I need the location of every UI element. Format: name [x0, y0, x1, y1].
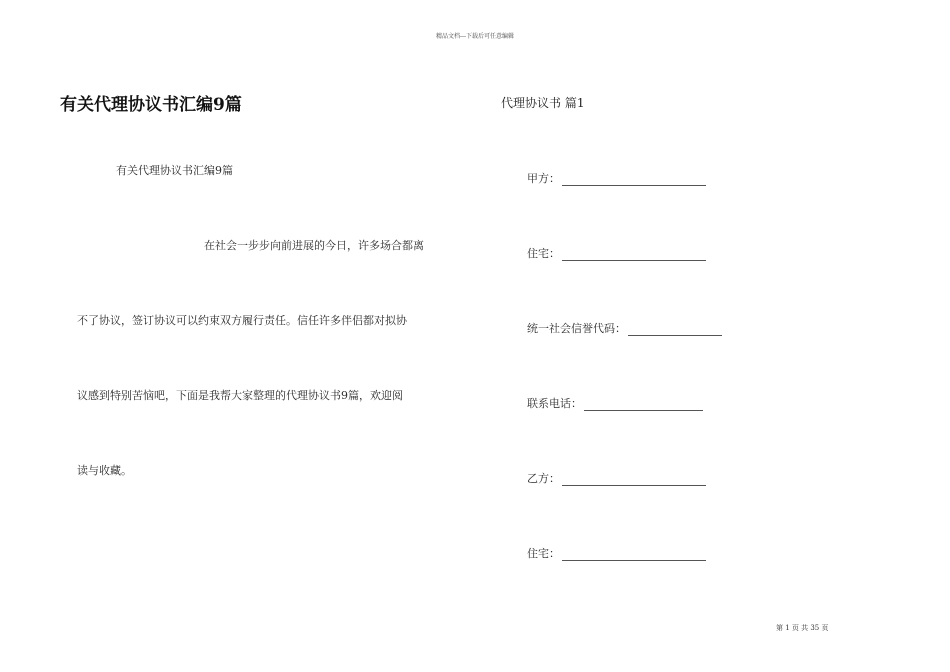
party-a-label: 甲方： [527, 172, 560, 185]
credit-code-blank-line [628, 325, 722, 336]
document-title: 有关代理协议书汇编9篇 [60, 95, 242, 115]
page-number: 第 1 页 共 35 页 [776, 624, 829, 632]
party-b-label: 乙方： [527, 472, 560, 485]
party-a-address-field [527, 245, 706, 261]
party-a-blank-line [562, 175, 706, 186]
party-b-address-field [527, 545, 706, 561]
credit-code-field [527, 320, 722, 336]
party-a-field [527, 170, 706, 186]
intro-line-4: 读与收藏。 [77, 464, 132, 477]
phone-blank-line [584, 400, 703, 411]
party-b-blank-line [562, 475, 706, 486]
header-note: 精品文档---下载后可任意编辑 [435, 33, 515, 40]
party-a-address-blank-line [562, 250, 706, 261]
party-a-address-label: 住宅： [527, 247, 560, 260]
document-subtitle: 有关代理协议书汇编9篇 [116, 164, 233, 177]
party-b-address-blank-line [562, 550, 706, 561]
phone-field [527, 395, 703, 411]
credit-code-label: 统一社会信誉代码： [527, 322, 626, 335]
intro-line-1: 在社会一步步向前进展的今日，许多场合都离 [204, 239, 424, 252]
phone-label: 联系电话： [527, 397, 582, 410]
section-title: 代理协议书 篇1 [501, 96, 585, 110]
intro-line-2: 不了协议，签订协议可以约束双方履行责任。信任许多伴侣都对拟协 [77, 314, 407, 327]
intro-line-3: 议感到特别苦恼吧，下面是我帮大家整理的代理协议书9篇，欢迎阅 [77, 389, 403, 402]
party-b-address-label: 住宅： [527, 547, 560, 560]
party-b-field [527, 470, 706, 486]
